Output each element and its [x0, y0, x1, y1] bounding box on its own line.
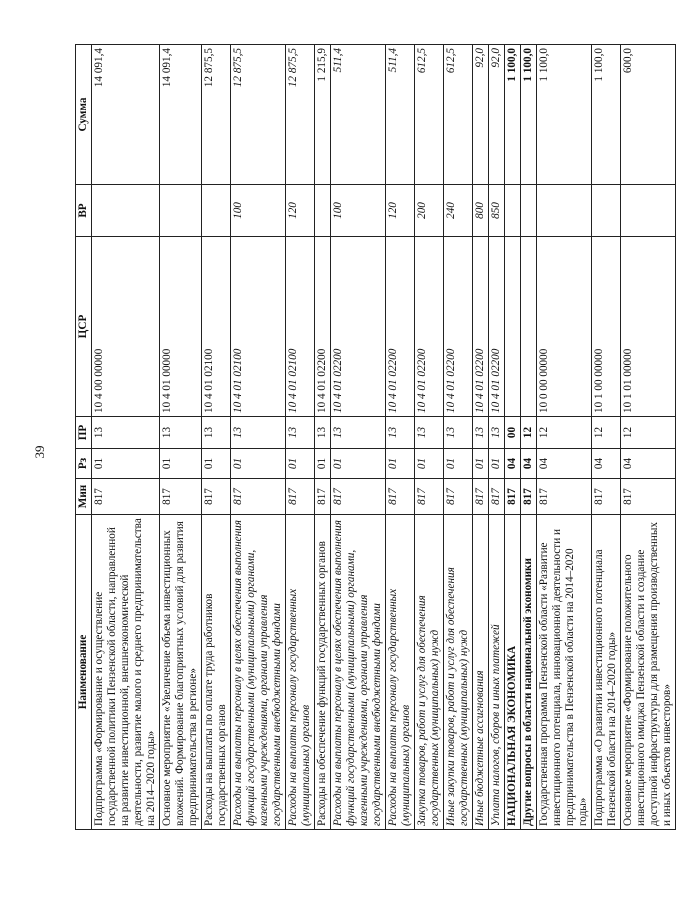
header-sum: Сумма	[76, 45, 92, 185]
cell-vr: 240	[444, 185, 473, 237]
cell-sum: 1 100,0	[592, 45, 621, 185]
table-row	[202, 45, 231, 830]
cell-vr: 100	[231, 185, 286, 237]
cell-vr: 120	[386, 185, 415, 237]
cell-vr: 800	[473, 185, 489, 237]
cell-sum: 600,0	[621, 45, 676, 185]
cell-name: Подпрограмма «Формирование и осуществление государственной политики Пензенской области, направленной на развитие инвестиционной, внешнеэкономической деятельности, развитие малого и среднего предпринимательства на 2014–2020 годы»	[92, 515, 160, 830]
table-row	[286, 45, 315, 830]
cell-name: Основное мероприятие «Формирование положительного инвестиционного имиджа Пензенской области и создание доступной инфраструктуры для размещения производственных и иных объектов инвесторов»	[621, 515, 676, 830]
cell-min: 817	[315, 479, 331, 515]
cell-sum: 92,0	[473, 45, 489, 185]
cell-name: Расходы на выплаты по оплате труда работников государственных органов	[202, 515, 231, 830]
cell-csr: 10 4 00 00000	[92, 237, 160, 417]
table-row	[537, 45, 592, 830]
cell-pr: 13	[415, 417, 444, 449]
cell-min: 817	[537, 479, 592, 515]
table-row	[231, 45, 286, 830]
cell-csr	[505, 237, 521, 417]
header-name: Наименование	[76, 515, 92, 830]
table-row	[621, 45, 676, 830]
table-row	[92, 45, 160, 830]
cell-min: 817	[473, 479, 489, 515]
cell-vr	[92, 185, 160, 237]
cell-name: Расходы на выплаты персоналу в целях обеспечения выполнения функций государственными (муниципальными) органами, казенными учреждениями, органами управления государственными внебюджетными фондами	[231, 515, 286, 830]
cell-min: 817	[415, 479, 444, 515]
table-row	[415, 45, 444, 830]
cell-pr: 12	[537, 417, 592, 449]
cell-pr: 12	[521, 417, 537, 449]
cell-min: 817	[286, 479, 315, 515]
cell-rz: 04	[505, 449, 521, 479]
cell-vr	[315, 185, 331, 237]
cell-min: 817	[160, 479, 202, 515]
cell-csr: 10 4 01 02100	[286, 237, 315, 417]
cell-vr: 100	[331, 185, 386, 237]
cell-pr: 13	[331, 417, 386, 449]
cell-sum: 511,4	[386, 45, 415, 185]
cell-sum: 612,5	[415, 45, 444, 185]
table-row	[315, 45, 331, 830]
cell-vr	[505, 185, 521, 237]
cell-vr: 850	[489, 185, 505, 237]
cell-csr: 10 4 01 02200	[473, 237, 489, 417]
cell-csr: 10 0 00 00000	[537, 237, 592, 417]
table-header-row	[76, 45, 92, 830]
table-row	[473, 45, 489, 830]
cell-sum: 612,5	[444, 45, 473, 185]
cell-name: Иные закупки товаров, работ и услуг для обеспечения государственных (муниципальных) нужд	[444, 515, 473, 830]
cell-name: Закупка товаров, работ и услуг для обеспечения государственных (муниципальных) нужд	[415, 515, 444, 830]
cell-sum: 12 875,5	[286, 45, 315, 185]
cell-pr: 12	[621, 417, 676, 449]
cell-sum: 14 091,4	[92, 45, 160, 185]
cell-sum: 511,4	[331, 45, 386, 185]
cell-pr: 13	[473, 417, 489, 449]
table-row	[160, 45, 202, 830]
cell-sum: 92,0	[489, 45, 505, 185]
cell-pr: 13	[386, 417, 415, 449]
cell-csr: 10 1 00 00000	[592, 237, 621, 417]
rotated-table-container	[75, 45, 673, 830]
cell-rz: 04	[592, 449, 621, 479]
cell-name: Расходы на выплаты персоналу государственных (муниципальных) органов	[286, 515, 315, 830]
cell-vr: 120	[286, 185, 315, 237]
cell-name: НАЦИОНАЛЬНАЯ ЭКОНОМИКА	[505, 515, 521, 830]
page-number: 39	[32, 445, 47, 459]
cell-sum: 12 875,5	[231, 45, 286, 185]
cell-csr: 10 4 01 02200	[386, 237, 415, 417]
cell-pr: 13	[286, 417, 315, 449]
cell-csr: 10 4 01 02100	[231, 237, 286, 417]
cell-rz: 01	[444, 449, 473, 479]
cell-min: 817	[386, 479, 415, 515]
cell-vr	[592, 185, 621, 237]
cell-name: Государственная программа Пензенской области «Развитие инвестиционного потенциала, инновационной деятельности и предпринимательства в Пензенской области на 2014–2020 годы»	[537, 515, 592, 830]
table-row	[592, 45, 621, 830]
cell-vr	[160, 185, 202, 237]
cell-rz: 04	[537, 449, 592, 479]
table-row	[489, 45, 505, 830]
cell-rz: 01	[489, 449, 505, 479]
cell-pr: 13	[315, 417, 331, 449]
table-row	[505, 45, 521, 830]
cell-name: Иные бюджетные ассигнования	[473, 515, 489, 830]
cell-min: 817	[521, 479, 537, 515]
cell-min: 817	[489, 479, 505, 515]
cell-csr: 10 4 01 02200	[415, 237, 444, 417]
cell-sum: 1 100,0	[505, 45, 521, 185]
table-row	[521, 45, 537, 830]
cell-vr	[621, 185, 676, 237]
cell-rz: 01	[415, 449, 444, 479]
header-pr: ПР	[76, 417, 92, 449]
cell-rz: 01	[231, 449, 286, 479]
table-body	[92, 45, 676, 830]
cell-pr: 13	[92, 417, 160, 449]
table-row	[331, 45, 386, 830]
cell-rz: 01	[315, 449, 331, 479]
cell-sum: 1 215,9	[315, 45, 331, 185]
cell-name: Расходы на выплаты персоналу в целях обеспечения выполнения функций государственными (муниципальными) органами, казенными учреждениями, органами управления государственными внебюджетными фондами	[331, 515, 386, 830]
table-row	[386, 45, 415, 830]
cell-pr: 13	[202, 417, 231, 449]
cell-min: 817	[331, 479, 386, 515]
cell-rz: 01	[202, 449, 231, 479]
cell-pr: 12	[592, 417, 621, 449]
cell-min: 817	[92, 479, 160, 515]
cell-csr	[521, 237, 537, 417]
header-min: Мин	[76, 479, 92, 515]
cell-rz: 04	[521, 449, 537, 479]
cell-rz: 01	[331, 449, 386, 479]
cell-csr: 10 4 01 02100	[202, 237, 231, 417]
cell-name: Другие вопросы в области национальной экономики	[521, 515, 537, 830]
cell-csr: 10 4 01 02200	[444, 237, 473, 417]
cell-min: 817	[202, 479, 231, 515]
cell-rz: 04	[621, 449, 676, 479]
cell-pr: 00	[505, 417, 521, 449]
cell-name: Уплата налогов, сборов и иных платежей	[489, 515, 505, 830]
cell-csr: 10 4 01 02200	[489, 237, 505, 417]
header-vr: ВР	[76, 185, 92, 237]
cell-min: 817	[444, 479, 473, 515]
cell-name: Подпрограмма «О развитии инвестиционного потенциала Пензенской области на 2014–2020 годы»	[592, 515, 621, 830]
cell-csr: 10 4 01 00000	[160, 237, 202, 417]
cell-min: 817	[621, 479, 676, 515]
cell-pr: 13	[444, 417, 473, 449]
header-rz: Рз	[76, 449, 92, 479]
cell-rz: 01	[286, 449, 315, 479]
cell-vr	[521, 185, 537, 237]
cell-name: Расходы на выплаты персоналу государственных (муниципальных) органов	[386, 515, 415, 830]
cell-rz: 01	[92, 449, 160, 479]
cell-pr: 13	[489, 417, 505, 449]
cell-min: 817	[592, 479, 621, 515]
cell-min: 817	[231, 479, 286, 515]
cell-sum: 1 100,0	[537, 45, 592, 185]
budget-table	[75, 44, 676, 830]
cell-pr: 13	[160, 417, 202, 449]
cell-name: Расходы на обеспечение функций государственных органов	[315, 515, 331, 830]
cell-vr: 200	[415, 185, 444, 237]
cell-csr: 10 4 01 02200	[315, 237, 331, 417]
cell-sum: 14 091,4	[160, 45, 202, 185]
cell-sum: 12 875,5	[202, 45, 231, 185]
cell-rz: 01	[386, 449, 415, 479]
cell-name: Основное мероприятие «Увеличение объема инвестиционных вложений. Формирование благоприятных условий для развития предпринимательства в регионе»	[160, 515, 202, 830]
cell-rz: 01	[160, 449, 202, 479]
cell-csr: 10 4 01 02200	[331, 237, 386, 417]
cell-csr: 10 1 01 00000	[621, 237, 676, 417]
cell-sum: 1 100,0	[521, 45, 537, 185]
cell-min: 817	[505, 479, 521, 515]
cell-pr: 13	[231, 417, 286, 449]
cell-vr	[202, 185, 231, 237]
table-row	[444, 45, 473, 830]
cell-vr	[537, 185, 592, 237]
cell-rz: 01	[473, 449, 489, 479]
header-csr: ЦСР	[76, 237, 92, 417]
